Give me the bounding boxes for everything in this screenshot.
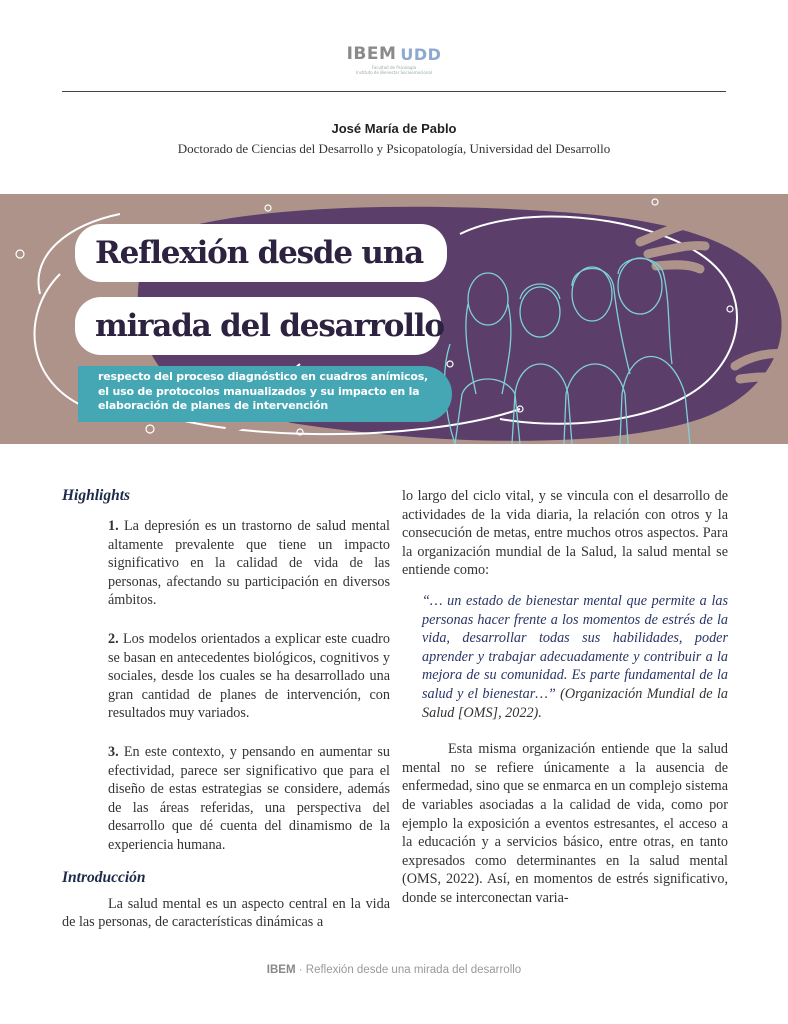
footer-separator: · <box>295 964 306 976</box>
subtitle-line: el uso de protocolos manualizados y su impacto en la <box>98 384 420 398</box>
footer-brand: IBEM <box>266 964 296 976</box>
highlight-item <box>108 630 390 723</box>
right-column <box>402 487 728 907</box>
title-pill-line2 <box>75 297 444 355</box>
highlight-number: 3. <box>108 743 119 760</box>
highlight-number: 2. <box>108 630 119 647</box>
header-divider <box>62 91 726 92</box>
subtitle-line: elaboración de planes de intervención <box>98 399 328 412</box>
logo-subtitle <box>0 65 788 75</box>
author-affiliation: Doctorado de Ciencias del Desarrollo y Psicopatología, Universidad del Desarrollo <box>177 141 611 156</box>
highlight-text: En este contexto, y pensando en aumentar su efectividad, parece ser significativo que para el diseño de estas estrategias se considere, además de las áreas referidas, una perspectiva del desarrollo que dé cuenta del dinamismo de la experiencia humana. <box>108 743 391 853</box>
intro-paragraph-2: Esta misma organización entiende que la salud mental no se refiere únicamente a la ausencia de enfermedad, sino que se enmarca en un complejo sistema de variables asociadas a la calidad de vida, como por ejemplo la exposición a eventos estresantes, el acceso a la educación y a servicios básico, entre otras, en tanto expresados como determinantes en la salud mental (OMS, 2022). Así, en momentos de estrés significativo, donde se interconectan varia- <box>402 741 728 906</box>
highlight-text: Los modelos orientados a explicar este cuadro se basan en antecedentes biológicos, cognitivos y sociales, desde los cuales se ha desarrollado una gran cantidad de planes de intervención, con resultados muy variados. <box>108 630 390 722</box>
logo-subtitle-line2: Instituto de Bienestar Socioemocional <box>356 70 432 75</box>
page-footer <box>0 964 788 976</box>
intro-paragraph-continued: lo largo del ciclo vital, y se vincula con el desarrollo de actividades de la vida diaria, la relación con otros y la consecución de metas, entre muchos otros aspectos. Para la organización mundial de la Salud, la salud mental se entiende como: <box>402 488 728 579</box>
who-quote <box>422 592 728 722</box>
intro-paragraph-start: La salud mental es un aspecto central en la vida de las personas, de características dinámicas a <box>62 895 390 931</box>
quote-citation: (Organización Mundial de la Salud [OMS], 2022). <box>422 685 729 721</box>
logo-udd-text: UDD <box>400 45 442 64</box>
title-pill-line1 <box>75 224 447 282</box>
logo-mark <box>347 44 442 64</box>
title-line1: Reflexión desde una <box>95 235 423 271</box>
highlights-heading: Highlights <box>62 487 131 504</box>
header-logo <box>0 44 788 75</box>
logo-ibem-text: IBEM <box>346 44 397 64</box>
author-name: José María de Pablo <box>331 121 457 136</box>
highlight-item <box>108 517 390 610</box>
highlight-number: 1. <box>108 518 119 534</box>
highlight-text: La depresión es un trastorno de salud mental altamente prevalente que tiene un impacto significativo en la calidad de vida de las personas, afectando su participación en diversos ámbitos. <box>108 518 390 609</box>
intro-heading: Introducción <box>62 868 146 886</box>
footer-title: Reflexión desde una mirada del desarrollo <box>305 964 522 976</box>
subtitle-line: respecto del proceso diagnóstico en cuadros anímicos, <box>98 370 429 383</box>
subtitle-pill <box>78 366 452 422</box>
left-column <box>62 487 390 932</box>
logo-subtitle-line1: Facultad de Psicología <box>371 65 417 70</box>
title-line2: mirada del desarrollo <box>95 308 444 344</box>
highlight-item <box>108 743 390 855</box>
quote-text: “… un estado de bienestar mental que permite a las personas hacer frente a los momentos de estrés de la vida, desarrollar todas sus habilidades, poder aprender y trabajar adecuadamente y contribuir a la mejora de su comunidad. Es parte fundamental de la salud y el bienestar…” <box>422 592 728 702</box>
hero-banner <box>0 194 788 444</box>
